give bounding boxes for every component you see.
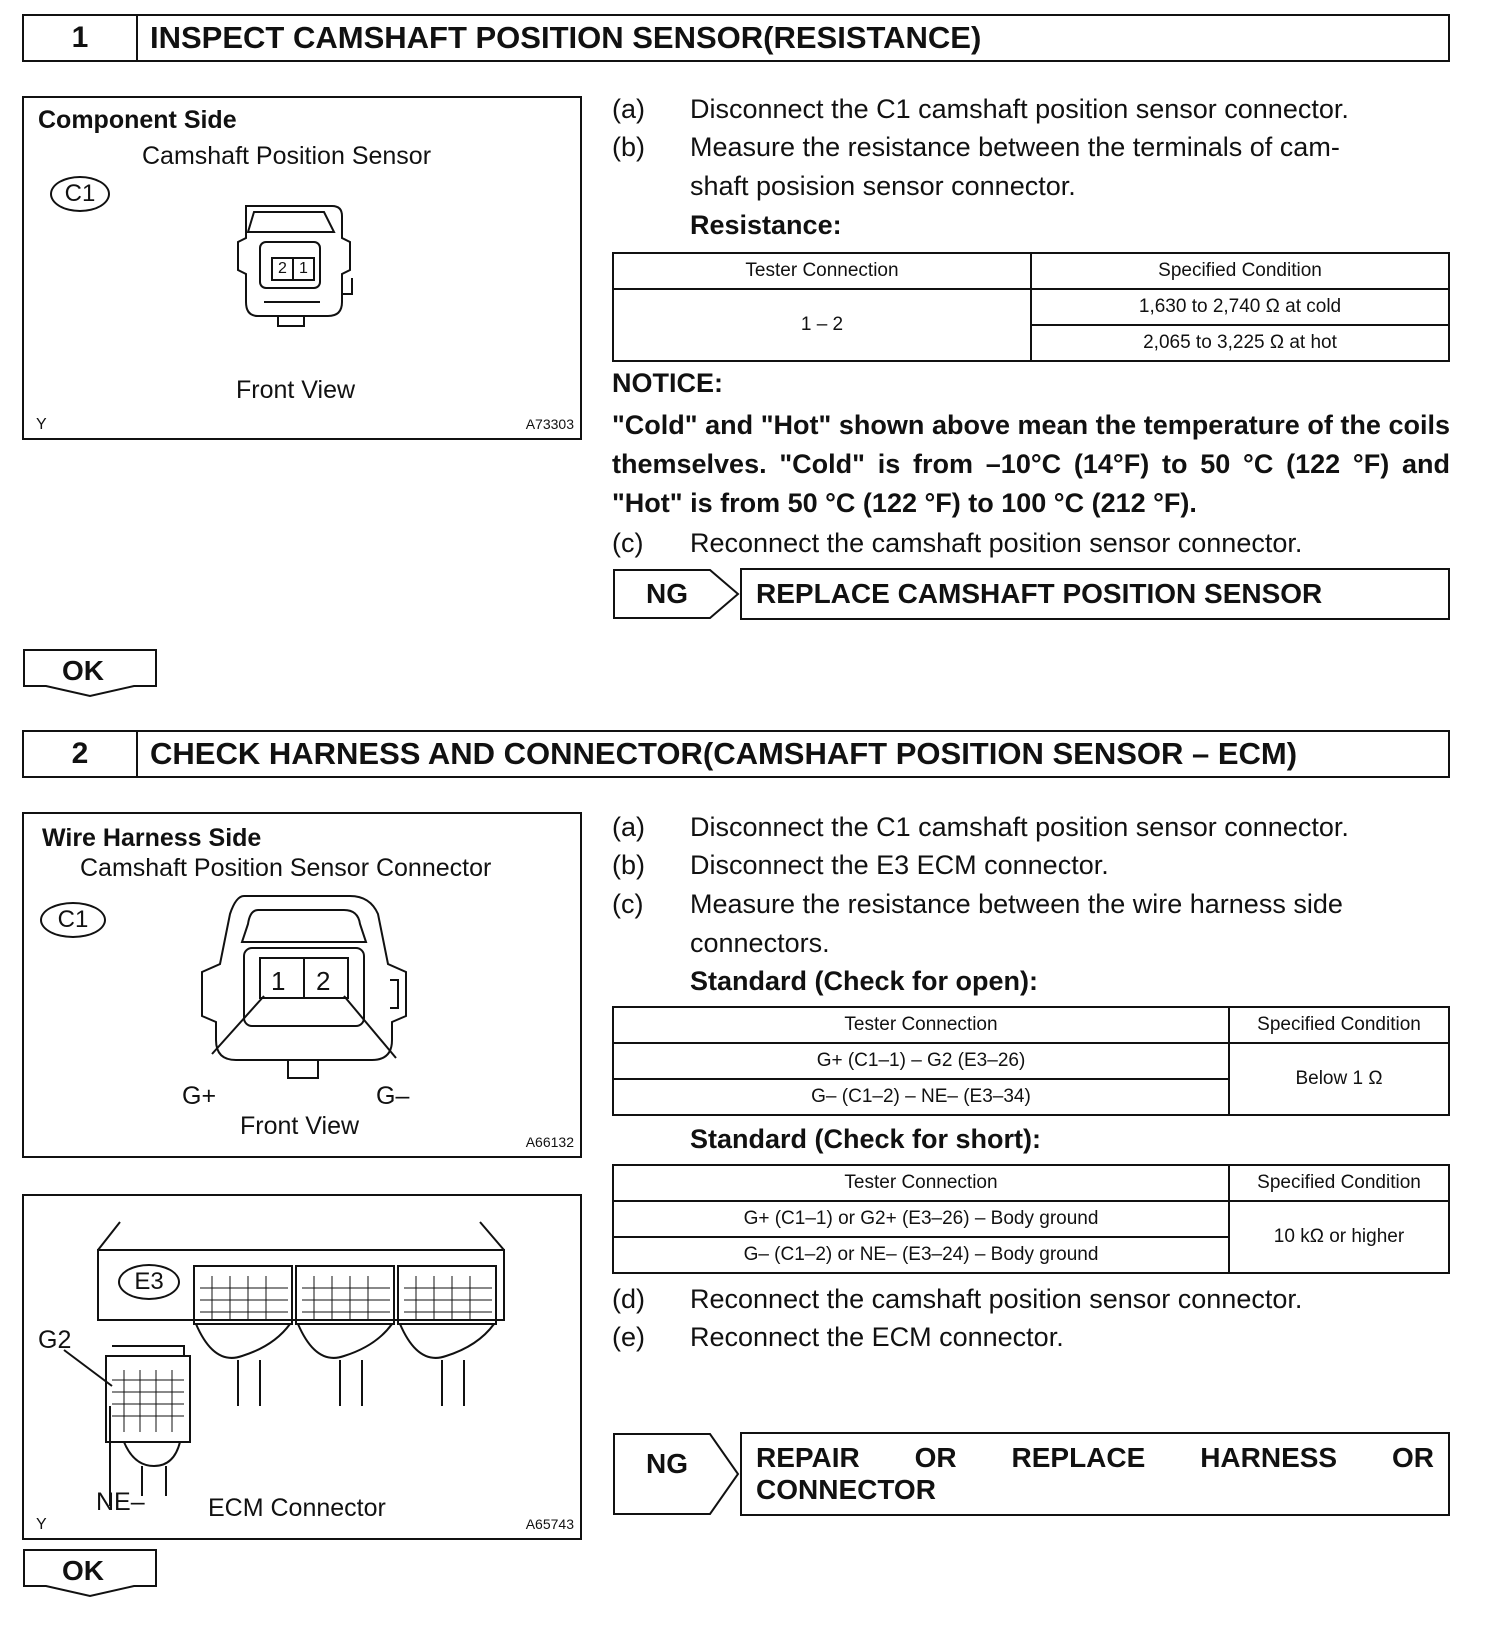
table-header: Tester Connection [613,253,1031,289]
figure-code: A66132 [525,1134,574,1150]
ng-action-word: HARNESS [1200,1442,1338,1473]
table-header-row [613,1165,1449,1201]
figure-caption: Camshaft Position Sensor Connector [80,854,492,882]
ng-action-word: REPLACE [1011,1442,1146,1473]
step-number: 2 [24,732,138,776]
ng-action-word: OR [914,1442,957,1473]
ng-action-box [740,1432,1450,1516]
figure-corner-mark: Y [36,1516,47,1533]
pin-label: 1 [299,260,308,277]
harness-connector-drawing [174,884,434,1114]
step-text: Reconnect the camshaft position sensor connector. [690,1284,1303,1314]
step-letter: (c) [612,889,644,919]
step-text: Measure the resistance between the terminals of cam- [690,132,1340,162]
view-label: Front View [240,1112,360,1140]
pin-label: 2 [273,259,294,279]
table-header: Specified Condition [1229,1007,1449,1043]
step-letter: (c) [612,528,644,558]
table-row [613,1043,1449,1079]
terminal-label: G– [376,1082,410,1110]
notice-text: "Cold" and "Hot" shown above mean the temperature of the coils themselves. "Cold" is from –10°C (14°F) to 50 °C (122 °F) and "Hot" is from 50 °C (122 °F) to 100 °C (212 °F). [612,410,1450,518]
figure-side-label: Component Side [38,106,237,134]
figure-code: A65743 [525,1516,574,1532]
table-header-row [613,1007,1449,1043]
open-check-heading: Standard (Check for open): [690,966,1039,996]
figure-side-label: Wire Harness Side [42,824,262,852]
step-text: Disconnect the C1 camshaft position sensor connector. [690,94,1349,124]
ok-label: OK [62,655,104,686]
resistance-table [612,252,1450,362]
ng-action-line: CONNECTOR [756,1474,936,1505]
pin-callout-label: NE– [96,1488,145,1516]
table-cell: 10 kΩ or higher [1229,1201,1449,1273]
step-title: CHECK HARNESS AND CONNECTOR(CAMSHAFT POSITION SENSOR – ECM) [150,736,1298,771]
wire-harness-side-figure [22,812,582,1158]
table-cell: G+ (C1–1) – G2 (E3–26) [613,1043,1229,1079]
step-text: Reconnect the camshaft position sensor connector. [690,528,1303,558]
spec-heading: Resistance: [690,210,842,240]
step-text: Disconnect the E3 ECM connector. [690,850,1109,880]
ng-action-box: REPLACE CAMSHAFT POSITION SENSOR [740,568,1450,620]
table-header: Specified Condition [1229,1165,1449,1201]
component-side-figure [22,96,582,440]
step-1-header [22,14,1450,62]
table-cell: G– (C1–2) or NE– (E3–24) – Body ground [613,1237,1229,1273]
ng-action-word: OR [1392,1442,1434,1473]
step-text: Measure the resistance between the wire harness side [690,889,1343,919]
table-row [613,289,1449,325]
connector-id-badge: E3 [118,1264,180,1300]
table-row [613,1201,1449,1237]
ng-label: NG [646,578,688,609]
step-letter: (b) [612,132,645,162]
table-cell: G+ (C1–1) or G2+ (E3–26) – Body ground [613,1201,1229,1237]
table-header: Specified Condition [1031,253,1449,289]
step-2-header [22,730,1450,778]
table-cell: 1,630 to 2,740 Ω at cold [1031,289,1449,325]
step-letter: (d) [612,1284,645,1314]
ng-action-line [756,1442,1434,1474]
step-letter: (b) [612,850,645,880]
step-text: Disconnect the C1 camshaft position sensor connector. [690,812,1349,842]
pin-label: 1 [271,966,286,996]
terminal-label: G+ [182,1082,217,1110]
step-number: 1 [24,16,138,60]
table-header-row [613,253,1449,289]
ng-label: NG [646,1448,688,1479]
step-text: Reconnect the ECM connector. [690,1322,1064,1352]
table-header: Tester Connection [613,1165,1229,1201]
figure-caption: ECM Connector [208,1494,386,1522]
table-cell: Below 1 Ω [1229,1043,1449,1115]
pin-callout-label: G2 [38,1326,72,1354]
step-text-continued: connectors. [690,928,830,958]
short-check-table [612,1164,1450,1274]
step-letter: (a) [612,812,645,842]
ok-label: OK [62,1555,104,1586]
ecm-connector-figure [22,1194,582,1540]
notice-heading: NOTICE: [612,368,723,398]
figure-code: A73303 [525,416,574,432]
ecm-connector-drawing [24,1196,580,1538]
figure-caption: Camshaft Position Sensor [142,142,432,170]
table-cell: 2,065 to 3,225 Ω at hot [1031,325,1449,361]
table-cell: 1 – 2 [613,289,1031,361]
open-check-table [612,1006,1450,1116]
step-title: INSPECT CAMSHAFT POSITION SENSOR(RESISTANCE) [150,20,982,55]
ng-action-word: REPAIR [756,1442,860,1473]
view-label: Front View [236,376,356,404]
step-letter: (a) [612,94,645,124]
figure-corner-mark: Y [36,416,47,433]
step-letter: (e) [612,1322,645,1352]
table-header: Tester Connection [613,1007,1229,1043]
table-cell: G– (C1–2) – NE– (E3–34) [613,1079,1229,1115]
step-text-continued: shaft posision sensor connector. [690,171,1076,201]
connector-id-badge: C1 [40,902,106,938]
pin-label: 2 [316,966,331,996]
connector-id-badge: C1 [50,176,110,212]
short-check-heading: Standard (Check for short): [690,1124,1042,1154]
pin-block [271,257,315,281]
